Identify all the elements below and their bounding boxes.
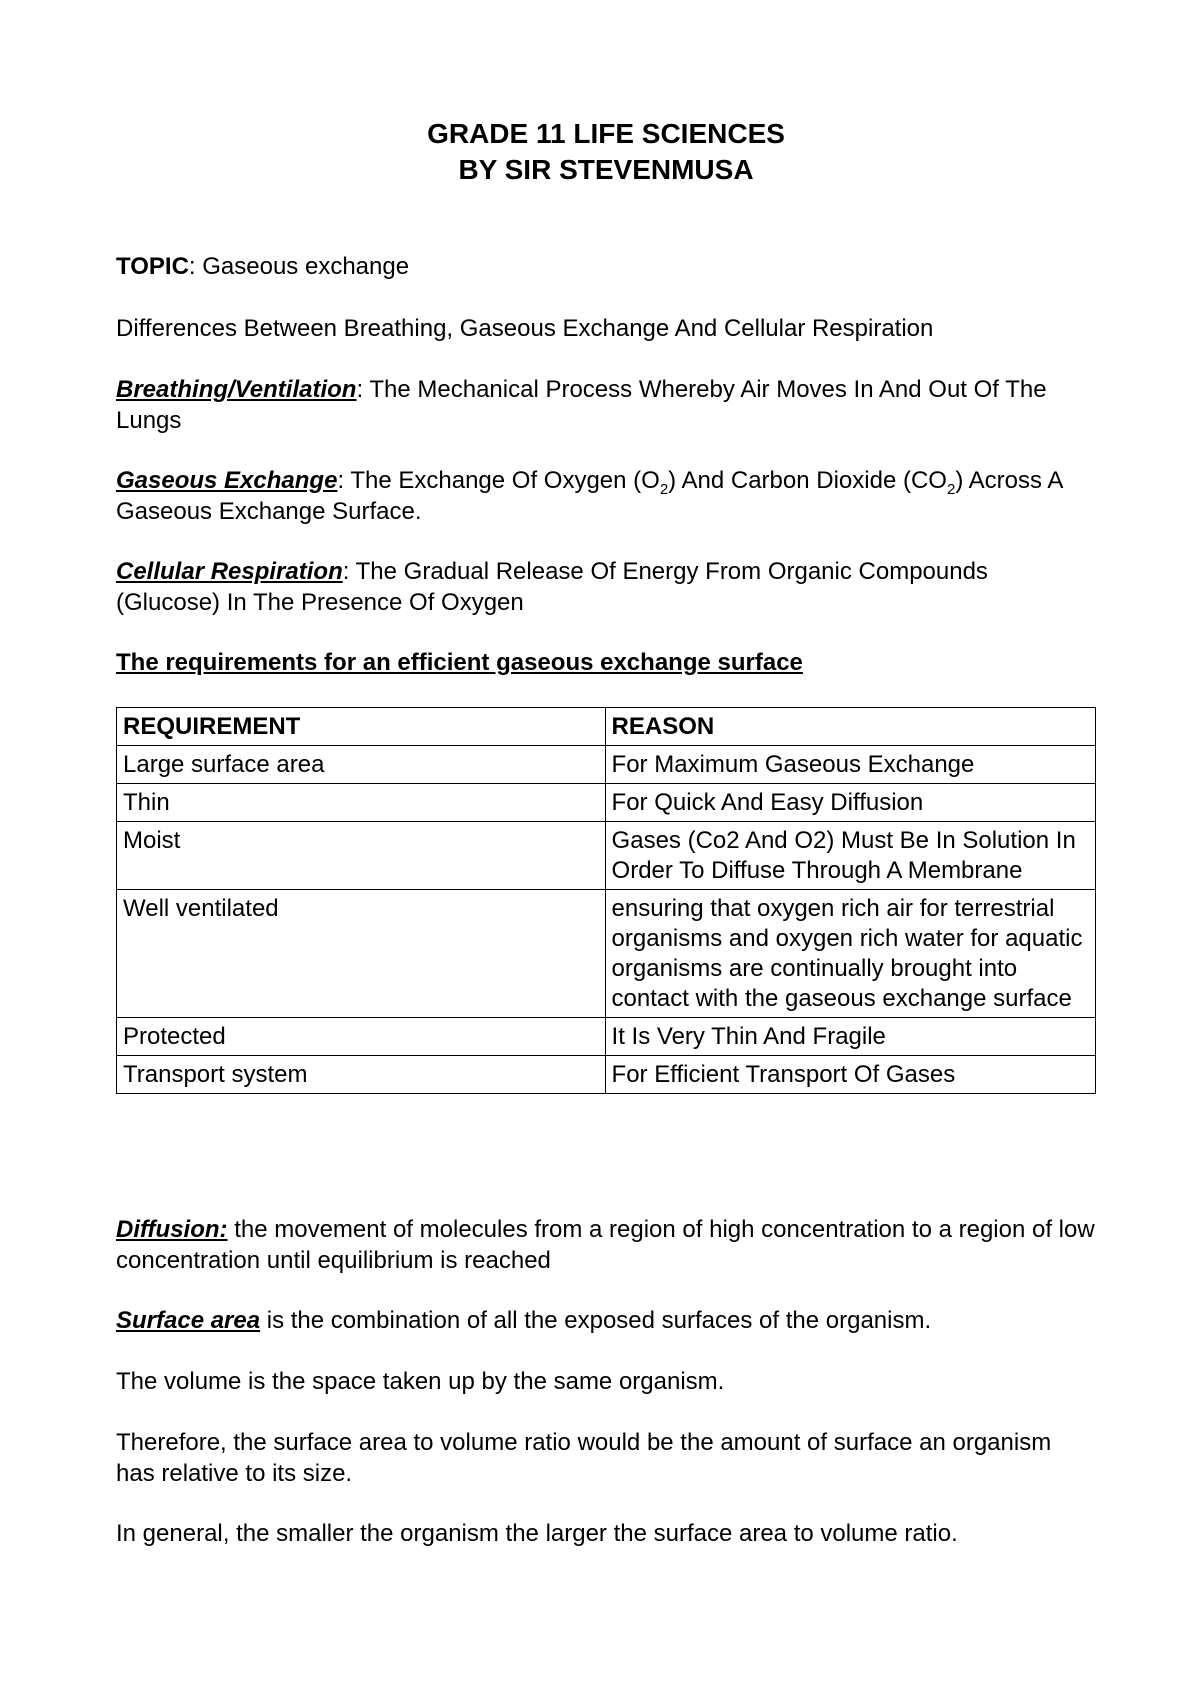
header-requirement: REQUIREMENT	[117, 708, 606, 746]
cell-reason: For Efficient Transport Of Gases	[605, 1056, 1095, 1094]
surface-area-definition	[116, 1305, 1096, 1336]
topic-separator: :	[188, 253, 203, 280]
volume-paragraph: The volume is the space taken up by the same organism.	[116, 1368, 725, 1395]
table-row	[117, 1056, 1096, 1094]
diffusion-text: the movement of molecules from a region of high concentration to a region of low concentration until equilibrium is reached	[116, 1216, 1095, 1274]
cell-requirement: Transport system	[117, 1056, 606, 1094]
cell-requirement: Well ventilated	[117, 890, 606, 1018]
table-row	[117, 822, 1096, 890]
definition-separator: :	[342, 558, 356, 585]
definition-text-c: ) Across A Gaseous Exchange Surface.	[116, 467, 1063, 525]
requirements-heading: The requirements for an efficient gaseous exchange surface	[116, 649, 803, 676]
definition-text-a: The Exchange Of Oxygen (O	[350, 467, 660, 494]
topic-label: TOPIC	[116, 253, 189, 280]
title-line-1: GRADE 11 LIFE SCIENCES	[427, 118, 785, 149]
differences-heading: Differences Between Breathing, Gaseous Exchange And Cellular Respiration	[116, 315, 934, 342]
cell-reason: For Maximum Gaseous Exchange	[605, 746, 1095, 784]
header-reason: REASON	[605, 708, 1095, 746]
cell-requirement: Thin	[117, 784, 606, 822]
definition-term: Cellular Respiration	[116, 558, 343, 585]
subscript-carbon-dioxide: 2	[946, 480, 956, 498]
definition-term: Gaseous Exchange	[116, 467, 338, 494]
title-line-2: BY SIR STEVENMUSA	[458, 154, 754, 185]
definition-gaseous-exchange	[116, 465, 1096, 527]
subscript-oxygen: 2	[659, 480, 669, 498]
table-row	[117, 1018, 1096, 1056]
topic-value: Gaseous exchange	[202, 253, 410, 280]
general-paragraph: In general, the smaller the organism the larger the surface area to volume ratio.	[116, 1520, 958, 1547]
table-header-row	[117, 708, 1096, 746]
diffusion-term: Diffusion:	[116, 1216, 228, 1243]
cell-reason: ensuring that oxygen rich air for terrestrial organisms and oxygen rich water for aquatic organisms are continually brought into contact with the gaseous exchange surface	[605, 890, 1095, 1018]
definition-term: Breathing/Ventilation	[116, 376, 357, 403]
topic-line	[116, 251, 1096, 282]
requirements-table	[116, 707, 1096, 1094]
definition-cellular-respiration	[116, 556, 1096, 618]
surface-area-term: Surface area	[116, 1307, 261, 1334]
definition-text: The Gradual Release Of Energy From Organic Compounds (Glucose) In The Presence Of Oxygen	[116, 558, 988, 616]
table-row	[117, 746, 1096, 784]
definition-separator: :	[337, 467, 351, 494]
cell-reason: For Quick And Easy Diffusion	[605, 784, 1095, 822]
diffusion-definition	[116, 1214, 1096, 1276]
definition-text: The Mechanical Process Whereby Air Moves In And Out Of The Lungs	[116, 376, 1047, 434]
ratio-paragraph: Therefore, the surface area to volume ratio would be the amount of surface an organism has relative to its size.	[116, 1429, 1052, 1487]
cell-requirement: Protected	[117, 1018, 606, 1056]
definition-breathing	[116, 374, 1096, 436]
table-row	[117, 890, 1096, 1018]
document-title	[116, 116, 1096, 188]
surface-area-text: is the combination of all the exposed surfaces of the organism.	[260, 1307, 932, 1334]
definition-separator: :	[356, 376, 370, 403]
cell-requirement: Moist	[117, 822, 606, 890]
cell-reason: It Is Very Thin And Fragile	[605, 1018, 1095, 1056]
table-row	[117, 784, 1096, 822]
cell-requirement: Large surface area	[117, 746, 606, 784]
definition-text-b: ) And Carbon Dioxide (CO	[668, 467, 947, 494]
cell-reason: Gases (Co2 And O2) Must Be In Solution In Order To Diffuse Through A Membrane	[605, 822, 1095, 890]
